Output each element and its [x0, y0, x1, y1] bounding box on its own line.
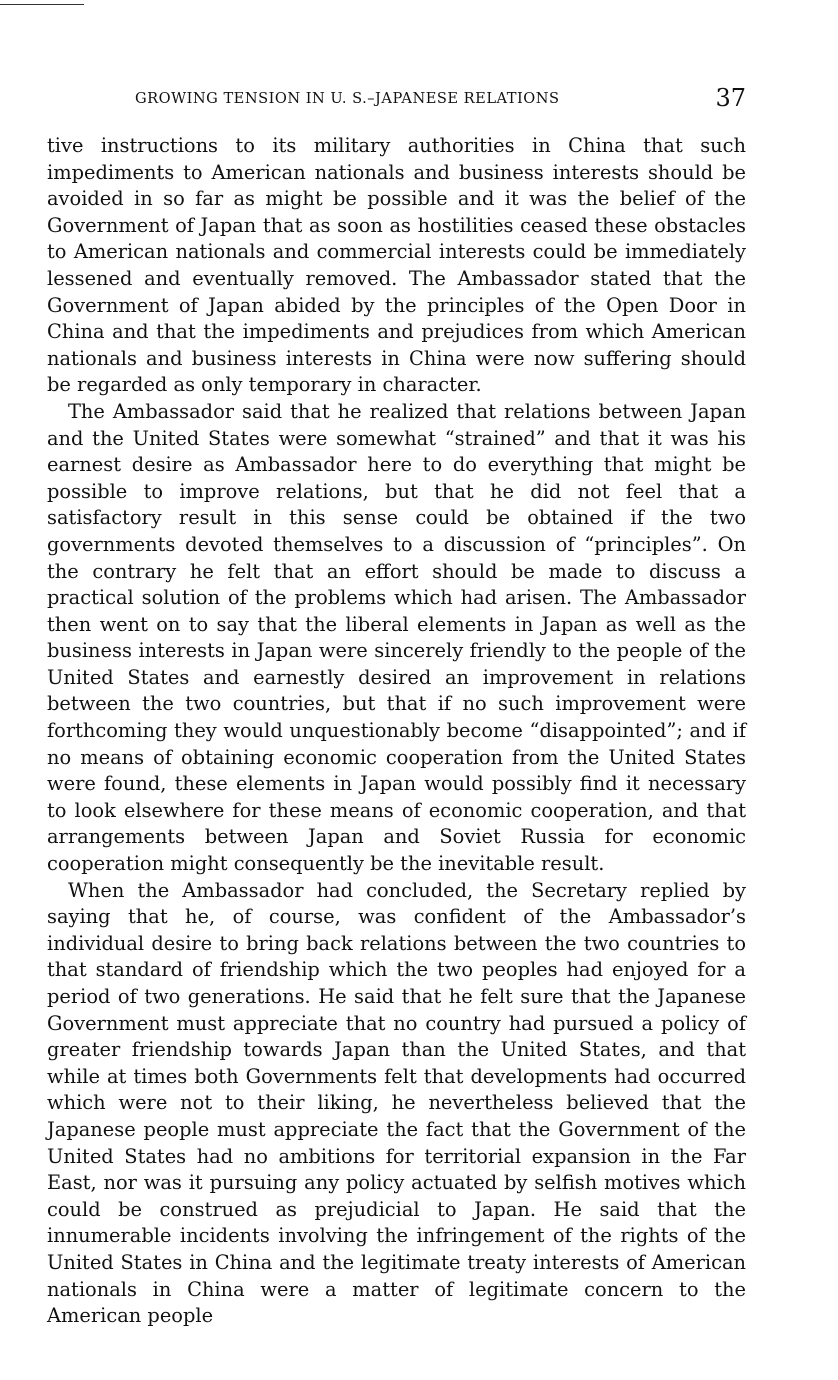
paragraph-secretary-reply: When the Ambassador had concluded, the Secretary replied by saying that he, of course, was confident of the Ambassador’s individual desire to bring back relations between the two countries to that standard of friendship which the two peoples had enjoyed for a period of two generations. He said that he felt sure that the Japanese Government must appreciate that no country had pursued a policy of greater friendship towards Japan than the United States, and that while at times both Governments felt that developments had occurred which were not to their liking, he nevertheless believed that the Japanese people must appreciate the fact that the Government of the United States had no ambitions for territorial expansion in the Far East, nor was it pursuing any policy actuated by selfish motives which could be construed as prejudicial to Japan. He said that the innumerable incidents involving the infringement of the rights of the United States in China and the legitimate treaty interests of American nationals in China were a matter of legitimate concern to the American people: [47, 878, 746, 1328]
page-number: 37: [715, 84, 746, 112]
running-head: GROWING TENSION IN U. S.–JAPANESE RELATIONS: [135, 90, 560, 107]
paragraph-continued: tive instructions to its military authorities in China that such impediments to American nationals and business interests should be avoided in so far as might be possible and it was the belief of the Government of Japan that as soon as hostilities ceased these obstacles to American nationals and commercial interests could be immediately lessened and eventually removed. The Ambassador stated that the Government of Japan abided by the principles of the Open Door in China and that the impediments and prejudices from which American nationals and business interests in China were now suffering should be regarded as only temporary in character.: [47, 134, 746, 397]
body-text: [47, 133, 746, 1330]
paragraph-ambassador-statement: The Ambassador said that he realized that relations between Japan and the United States were somewhat “strained” and that it was his earnest desire as Ambassador here to do everything that might be possible to improve relations, but that he did not feel that a satisfactory result in this sense could be obtained if the two governments devoted themselves to a discussion of “principles”. On the contrary he felt that an effort should be made to discuss a practical solution of the problems which had arisen. The Ambassador then went on to say that the liberal elements in Japan as well as the business interests in Japan were sincerely friendly to the people of the United States and earnestly desired an improvement in relations between the two countries, but that if no such improvement were forthcoming they would unquestionably become “disappointed”; and if no means of obtaining economic cooperation from the United States were found, these elements in Japan would possibly find it necessary to look elsewhere for these means of economic cooperation, and that arrangements between Japan and Soviet Russia for economic cooperation might consequently be the inevitable result.: [47, 399, 746, 876]
corner-rule: [0, 4, 84, 5]
